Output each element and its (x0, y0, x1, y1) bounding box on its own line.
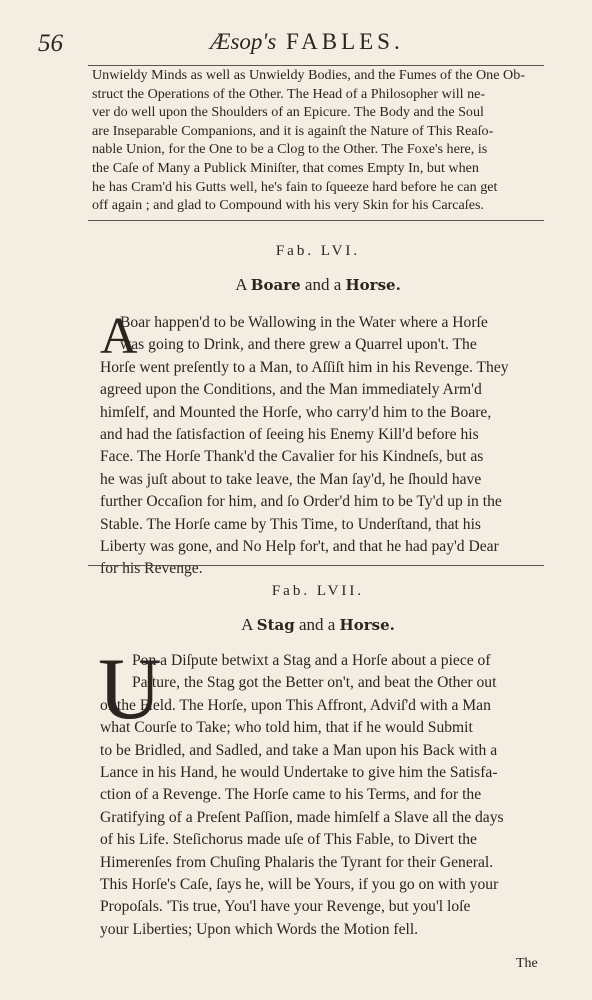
fable-57-title-and: and a (298, 615, 336, 634)
fable-57-title (92, 615, 544, 635)
fable-57-line: Gratifying of a Preſent Paſſion, made himſelf a Slave all the days (100, 808, 504, 826)
fable-56-line: agreed upon the Conditions, and the Man immediately Arm'd (100, 381, 482, 399)
moral-line: the Caſe of Many a Publick Miniſter, that comes Empty In, but when (92, 159, 479, 176)
page-header (38, 28, 558, 68)
moral-line: he has Cram'd his Gutts well, he's fain to ſqueeze hard before he can get (92, 178, 498, 195)
fable-56-line: Liberty was gone, and No Help for't, and that he had pay'd Dear (100, 538, 499, 556)
fable-56-line: Boar happen'd to be Wallowing in the Water where a Horſe (120, 314, 488, 331)
fable-57-number: Fab. LVII. (271, 583, 365, 599)
fable-56-title-boare: Boare (250, 276, 301, 294)
fable-56-line: Stable. The Horſe came by This Time, to Underſtand, that his (100, 515, 481, 533)
section-rule-2 (88, 565, 544, 566)
fable-57-line: Propoſals. 'Tis true, You'l have your Revenge, but you'l loſe (100, 898, 471, 916)
moral-line: Unwieldy Minds as well as Unwieldy Bodies, and the Fumes of the One Ob- (92, 67, 525, 83)
fable-57-text (100, 650, 546, 941)
fable-57-title-article: A (241, 615, 253, 634)
moral-line: off again ; and glad to Compound with his very Skin for his Carcaſes. (92, 197, 484, 214)
fable-56-title-horse: Horse. (345, 276, 401, 294)
fable-56-line: further Occaſion for him, and ſo Order'd him to be Ty'd up in the (100, 493, 502, 511)
fable-56-line: and had the ſatisfaction of ſeeing his Enemy Kill'd before his (100, 426, 479, 444)
fable-57-dropcap: U (98, 641, 162, 738)
running-title (210, 29, 404, 55)
fable-56-line: he was juſt about to take leave, the Man ſay'd, he ſhould have (100, 470, 482, 488)
section-rule (88, 220, 544, 221)
fable-56-line: himſelf, and Mounted the Horſe, who carry'd him to the Boare, (100, 403, 492, 421)
fable-57-line: of his Life. Steſichorus made uſe of This Fable, to Divert the (100, 831, 477, 849)
moral-line: ver do well upon the Shoulders of an Epicure. The Body and the Soul (92, 104, 484, 121)
running-title-caps: FABLES. (286, 29, 404, 54)
fable-57-line: This Horſe's Caſe, ſays he, will be Yours, if you go on with your (100, 876, 499, 894)
fable-56-dropcap: A (100, 308, 138, 365)
fable-57-line: of the Field. The Horſe, upon This Affront, Adviſ'd with a Man (100, 696, 491, 714)
fable-56-title-article: A (235, 275, 247, 294)
fable-56-title-and: and a (304, 275, 342, 294)
fable-56-number: Fab. LVI. (275, 243, 361, 259)
moral-line: struct the Operations of the Other. The Head of a Philosopher will ne- (92, 85, 486, 102)
fable-57-line: Lance in his Hand, he would Undertake to give him the Satisfa- (100, 764, 498, 782)
fable-56-title (92, 275, 544, 295)
fable-56-line: was going to Drink, and there grew a Quarrel upon't. The (120, 336, 477, 354)
page-number: 56 (38, 30, 63, 57)
fable-57-line: to be Bridled, and Sadled, and take a Man upon his Back with a (100, 741, 498, 759)
fable-57-line: ction of a Revenge. The Horſe came to his Terms, and for the (100, 786, 482, 804)
fable-57-line: Himerenſes from Chuſing Phalaris the Tyrant for their General. (100, 853, 494, 871)
running-title-italic: Æsop's (210, 29, 277, 54)
fable-57-line: your Liberties; Upon which Words the Motion fell. (100, 920, 419, 938)
fable-56-line: Face. The Horſe Thank'd the Cavalier for his Kindneſs, but as (100, 448, 484, 466)
fable-56-line: for his Revenge. (100, 560, 203, 578)
fable-56-text (100, 308, 546, 581)
moral-line: nable Union, for the One to be a Clog to the Other. The Foxe's here, is (92, 141, 488, 158)
catchword: The (516, 956, 538, 971)
fable-56-line: Horſe went preſently to a Man, to Aſſiſt him in his Revenge. They (100, 358, 509, 376)
fable-57-title-horse: Horse. (339, 616, 395, 634)
fable-57-line: Pon a Diſpute betwixt a Stag and a Horſe about a piece of (132, 652, 491, 669)
fable-57-line: what Courſe to Take; who told him, that if he would Submit (100, 719, 473, 737)
fable-57-line: Paſture, the Stag got the Better on't, and beat the Other out (132, 674, 497, 692)
moral-line: are Inseparable Companions, and it is againſt the Nature of This Reaſo- (92, 122, 494, 139)
fable-57-title-stag: Stag (256, 616, 295, 634)
moral-paragraph (92, 66, 544, 215)
